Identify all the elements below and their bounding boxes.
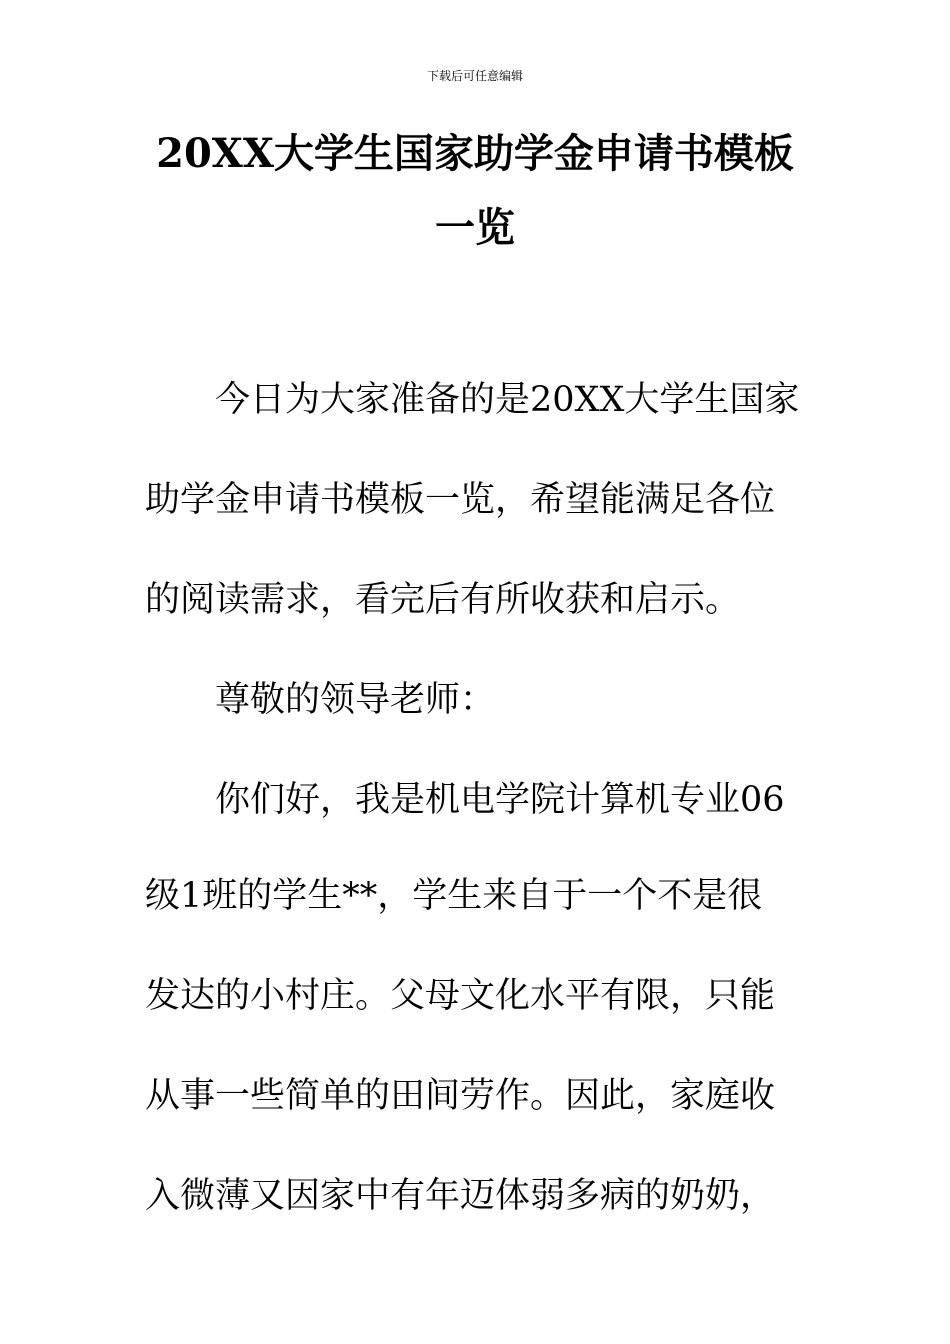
title-line-1: 20XX大学生国家助学金申请书模板 [156, 130, 794, 177]
body-line-5: 你们好，我是机电学院计算机专业06 [215, 780, 785, 820]
title-line-2: 一览 [435, 204, 515, 251]
body-line-7: 发达的小村庄。父母文化水平有限，只能 [145, 976, 776, 1016]
header-note: 下载后可任意编辑 [426, 69, 523, 83]
body-line-1: 今日为大家准备的是20XX大学生国家 [215, 380, 800, 420]
body-line-6: 级1班的学生**，学生来自于一个不是很 [145, 876, 763, 916]
body-line-2: 助学金申请书模板一览，希望能满足各位 [145, 480, 776, 520]
body-line-8: 从事一些简单的田间劳作。因此，家庭收 [145, 1076, 776, 1116]
body-line-3: 的阅读需求，看完后有所收获和启示。 [145, 580, 741, 620]
body-line-4: 尊敬的领导老师： [215, 680, 496, 720]
body-line-9: 入微薄又因家中有年迈体弱多病的奶奶， [145, 1176, 776, 1216]
